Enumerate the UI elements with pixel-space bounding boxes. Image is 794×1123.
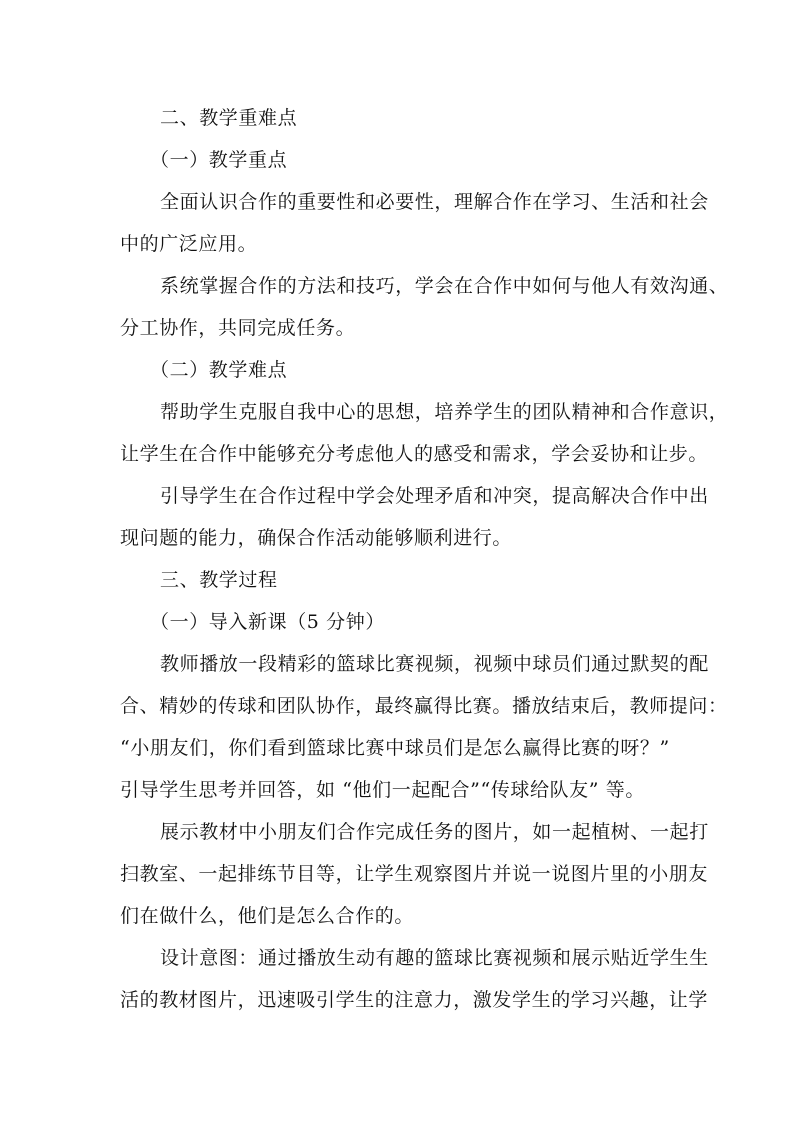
subheading-teaching-focus: （一）教学重点	[150, 149, 288, 171]
paragraph-line: 现问题的能力，确保合作活动能够顺利进行。	[120, 527, 513, 549]
paragraph-line: 展示教材中小朋友们合作完成任务的图片，如一起植树、一起打	[160, 821, 709, 843]
paragraph-line: 扫教室、一起排练节目等，让学生观察图片并说一说图片里的小朋友	[120, 863, 709, 885]
paragraph-line: 引导学生思考并回答，如 “他们一起配合”“传球给队友” 等。	[120, 779, 645, 801]
paragraph-line: 活的教材图片，迅速吸引学生的注意力，激发学生的学习兴趣，让学	[120, 989, 709, 1011]
subheading-teaching-difficulty: （二）教学难点	[150, 359, 288, 381]
paragraph-line: 分工协作，共同完成任务。	[120, 317, 356, 339]
section-heading-teaching-process: 三、教学过程	[160, 569, 278, 591]
paragraph-line: 让学生在合作中能够充分考虑他人的感受和需求，学会妥协和让步。	[120, 443, 709, 465]
paragraph-line: 帮助学生克服自我中心的思想，培养学生的团队精神和合作意识，	[160, 401, 729, 423]
paragraph-line: 系统掌握合作的方法和技巧，学会在合作中如何与他人有效沟通、	[160, 275, 729, 297]
paragraph-line: 合、精妙的传球和团队协作，最终赢得比赛。播放结束后，教师提问：	[120, 695, 728, 717]
paragraph-line: 全面认识合作的重要性和必要性，理解合作在学习、生活和社会	[160, 191, 709, 213]
paragraph-line: 中的广泛应用。	[120, 233, 258, 255]
section-heading-teaching-difficulties: 二、教学重难点	[160, 107, 298, 129]
paragraph-line: 们在做什么，他们是怎么合作的。	[120, 905, 415, 927]
paragraph-line: 引导学生在合作过程中学会处理矛盾和冲突，提高解决合作中出	[160, 485, 709, 507]
paragraph-line: 教师播放一段精彩的篮球比赛视频，视频中球员们通过默契的配	[160, 653, 709, 675]
paragraph-line: 设计意图：通过播放生动有趣的篮球比赛视频和展示贴近学生生	[160, 947, 709, 969]
subheading-introduction: （一）导入新课（5 分钟）	[150, 611, 385, 633]
paragraph-line: “小朋友们，你们看到篮球比赛中球员们是怎么赢得比赛的呀？”	[120, 737, 670, 759]
